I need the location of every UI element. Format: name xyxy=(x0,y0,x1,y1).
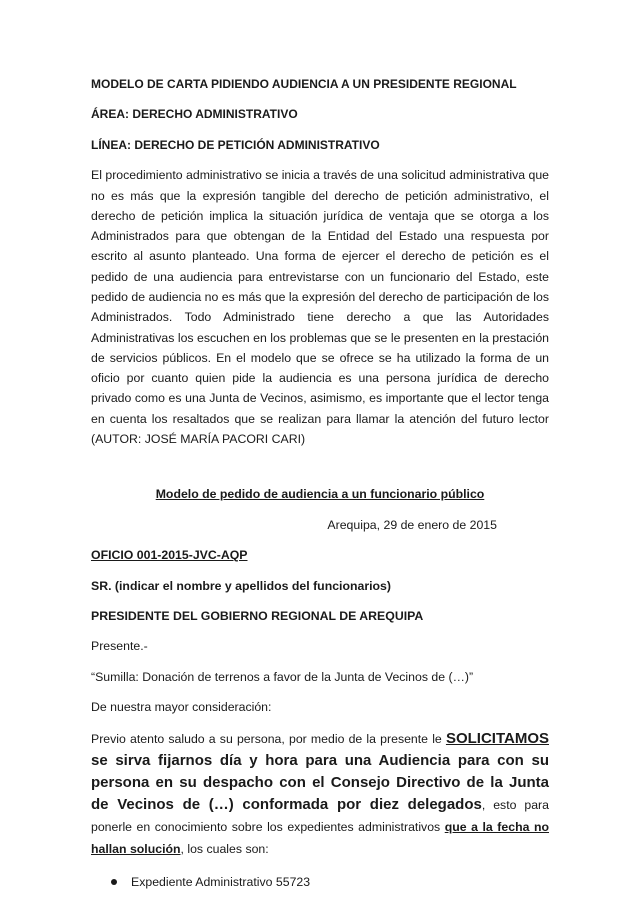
request-paragraph xyxy=(91,728,549,860)
bullet-icon xyxy=(111,879,117,885)
date-line: Arequipa, 29 de enero de 2015 xyxy=(327,517,497,532)
solicitamos-word: SOLICITAMOS xyxy=(445,729,549,747)
model-title: Modelo de pedido de audiencia a un funcionario público xyxy=(155,487,485,502)
area-line: ÁREA: DERECHO ADMINISTRATIVO xyxy=(91,107,298,122)
presente-line: Presente.- xyxy=(91,639,148,654)
document-body xyxy=(91,74,549,892)
intro-paragraph: El procedimiento administrativo se inicia a través de una solicitud administrativa que no es más que la expresión tangible del derecho de petición administrativo, el derecho de petición implica la situación jurídica de ventaja que se otorga a los Administrados para que obtengan de la Entidad del Estado una respuesta por escrito al asunto planteado. Una forma de ejercer el derecho de petición es el pedido de una audiencia para entrevistarse con un funcionario del Estado, este pedido de audiencia no es más que la expresión del derecho de participación de los Administrados. Todo Administrado tiene derecho a que las Autoridades Administrativas los escuchen en los problemas que se le presenten en la prestación de servicios públicos. En el modelo que se ofrece se ha utilizado la forma de un oficio por cuanto quien pide la audiencia es una persona jurídica de derecho privado como es una Junta de Vecinos, asimismo, es importante que el lector tenga en cuenta los resaltados que se realizan para llamar la atención del futuro lector (AUTOR: JOSÉ MARÍA PACORI CARI) xyxy=(91,168,549,447)
recipient-title: PRESIDENTE DEL GOBIERNO REGIONAL DE AREQUIPA xyxy=(91,609,424,623)
list-item xyxy=(91,872,549,892)
request-text-3: , esto para ponerle en conocimiento sobre los expedientes administrativos xyxy=(91,797,549,834)
list-item-text: Expediente Administrativo 55723 xyxy=(131,874,311,889)
request-text-4: , los cuales son: xyxy=(180,841,269,856)
recipient-name: SR. (indicar el nombre y apellidos del funcionarios) xyxy=(91,578,391,593)
sumilla-line: “Sumilla: Donación de terrenos a favor de la Junta de Vecinos de (…)” xyxy=(91,669,474,684)
request-text-1: Previo atento saludo a su persona, por medio de la presente le xyxy=(91,731,446,746)
linea-line: LÍNEA: DERECHO DE PETICIÓN ADMINISTRATIVO xyxy=(91,137,380,152)
request-underlined: que a la fecha no hallan solución xyxy=(91,819,549,856)
greeting-line: De nuestra mayor consideración: xyxy=(91,700,272,715)
document-title: MODELO DE CARTA PIDIENDO AUDIENCIA A UN PRESIDENTE REGIONAL xyxy=(91,77,517,91)
oficio-number: OFICIO 001-2015-JVC-AQP xyxy=(91,548,248,563)
request-text-2: se sirva fijarnos día y hora para una Audiencia para con su persona en su despacho con el Consejo Directivo de la Junta de Vecinos de (…) conformada por diez delegados xyxy=(91,751,549,813)
